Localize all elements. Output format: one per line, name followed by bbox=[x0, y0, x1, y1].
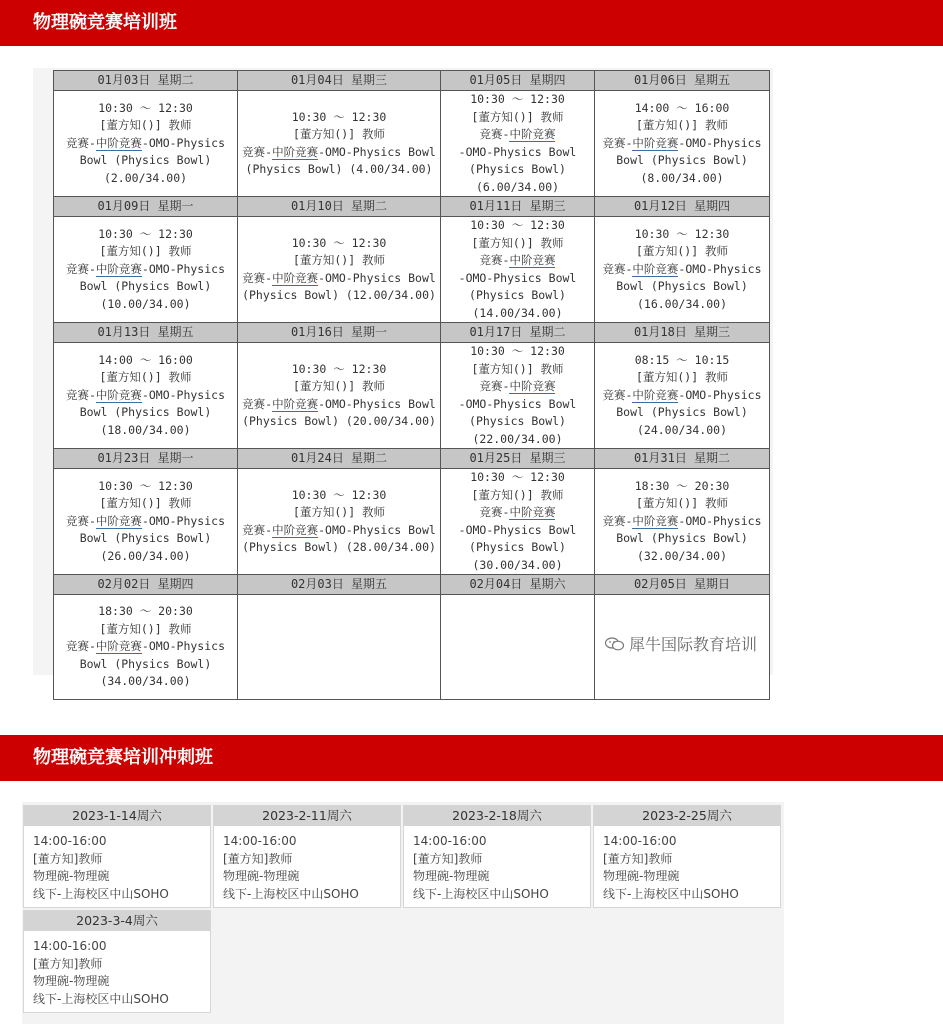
sprint-session-card bbox=[213, 805, 401, 908]
schedule-cell-line: (Physics Bowl) (12.00/34.00) bbox=[242, 288, 436, 302]
schedule-cell-line: Bowl (Physics Bowl) bbox=[79, 405, 212, 420]
schedule-cell-line: [董方知()] 教师 bbox=[471, 235, 564, 250]
schedule-cell-line: 竞赛-中阶竞赛-OMO-Physics Bowl bbox=[242, 270, 436, 285]
sprint-session-details bbox=[404, 826, 590, 903]
schedule-cell-line: 10:30 ～ 12:30 bbox=[291, 361, 387, 376]
schedule-cell-line: 10:30 ～ 12:30 bbox=[470, 470, 565, 484]
course-level-text: 中阶竞赛 bbox=[509, 505, 556, 519]
course-level-text: 中阶竞赛 bbox=[95, 387, 142, 402]
schedule-cell-line: (Physics Bowl) (28.00/34.00) bbox=[242, 540, 436, 554]
sprint-session-line: 物理碗-物理碗 bbox=[413, 869, 490, 883]
schedule-cell-line: (8.00/34.00) bbox=[640, 170, 724, 185]
schedule-date-header: 01月24日 星期二 bbox=[238, 449, 441, 469]
schedule-date-header: 01月09日 星期一 bbox=[54, 197, 238, 217]
schedule-cell-line: -OMO-Physics Bowl bbox=[458, 522, 577, 537]
sprint-session-line: 线下-上海校区中山SOHO bbox=[603, 886, 739, 901]
schedule-cell-line: (14.00/34.00) bbox=[472, 305, 563, 320]
schedule-date-header: 01月25日 星期三 bbox=[441, 449, 595, 469]
schedule-cell bbox=[441, 343, 595, 449]
sprint-session-line: 14:00-16:00 bbox=[223, 834, 297, 848]
wechat-icon bbox=[605, 637, 625, 651]
schedule-cell-line: 竞赛-中阶竞赛-OMO-Physics bbox=[65, 135, 226, 150]
schedule-cell-line: Bowl (Physics Bowl) bbox=[79, 279, 212, 294]
schedule-cell-line: (24.00/34.00) bbox=[636, 422, 727, 437]
schedule-cell-line: (32.00/34.00) bbox=[636, 548, 727, 563]
schedule-cell-line: Bowl (Physics Bowl) bbox=[616, 153, 748, 168]
schedule-cell-line: [董方知()] 教师 bbox=[99, 118, 192, 133]
course-level-text: 中阶竞赛 bbox=[272, 522, 319, 537]
schedule-cell-line: -OMO-Physics Bowl bbox=[458, 144, 577, 159]
sprint-session-card bbox=[23, 910, 211, 1013]
sprint-session-line: 线下-上海校区中山SOHO bbox=[33, 886, 169, 901]
schedule-cell-line: Bowl (Physics Bowl) bbox=[616, 279, 748, 294]
schedule-date-header: 02月04日 星期六 bbox=[441, 575, 595, 595]
sprint-session-details bbox=[24, 826, 210, 903]
schedule-cell-line: [董方知()] 教师 bbox=[635, 118, 729, 133]
schedule-cell-line: [董方知()] 教师 bbox=[99, 621, 192, 636]
schedule-cell-line: (Physics Bowl) bbox=[469, 540, 566, 554]
sprint-session-date: 2023-2-18周六 bbox=[404, 806, 590, 826]
sprint-session-line: [董方知]教师 bbox=[33, 851, 103, 866]
schedule-cell-line: [董方知()] 教师 bbox=[635, 244, 729, 259]
sprint-session-line: 线下-上海校区中山SOHO bbox=[413, 886, 549, 901]
course-level-text: 中阶竞赛 bbox=[95, 135, 142, 150]
sprint-session-card bbox=[23, 805, 211, 908]
schedule-body-row bbox=[54, 91, 770, 197]
schedule-cell-line: 竞赛-中阶竞赛-OMO-Physics bbox=[65, 513, 226, 528]
schedule-cell-line: 10:30 ～ 12:30 bbox=[291, 109, 387, 124]
course-level-text: 中阶竞赛 bbox=[509, 127, 556, 141]
schedule-body-row bbox=[54, 217, 770, 323]
schedule-cell-line: (30.00/34.00) bbox=[472, 557, 563, 572]
schedule-cell bbox=[54, 217, 238, 323]
sprint-session-line: 线下-上海校区中山SOHO bbox=[33, 991, 169, 1006]
sprint-session-line: 14:00-16:00 bbox=[33, 834, 107, 848]
schedule-cell-line: [董方知()] 教师 bbox=[99, 244, 192, 259]
sprint-session-date: 2023-3-4周六 bbox=[24, 911, 210, 931]
schedule-cell-line: [董方知()] 教师 bbox=[471, 109, 564, 124]
schedule-cell-line: 14:00 ～ 16:00 bbox=[634, 100, 730, 115]
schedule-cell-line: 14:00 ～ 16:00 bbox=[98, 352, 193, 367]
schedule-body-row bbox=[54, 343, 770, 449]
schedule-cell-line: 18:30 ～ 20:30 bbox=[634, 478, 730, 493]
schedule-date-header: 01月05日 星期四 bbox=[441, 71, 595, 91]
course-level-text: 中阶竞赛 bbox=[95, 261, 142, 276]
schedule-date-header: 01月17日 星期二 bbox=[441, 323, 595, 343]
schedule-cell-line: [董方知()] 教师 bbox=[99, 370, 192, 385]
schedule-cell bbox=[238, 343, 441, 449]
schedule-cell-line: (Physics Bowl) bbox=[469, 162, 566, 176]
schedule-cell-line: Bowl (Physics Bowl) bbox=[616, 405, 748, 420]
schedule-date-header: 01月31日 星期二 bbox=[595, 449, 770, 469]
course-level-text: 中阶竞赛 bbox=[272, 144, 319, 159]
schedule-date-header: 01月10日 星期二 bbox=[238, 197, 441, 217]
sprint-session-details bbox=[594, 826, 780, 903]
course-level-text: 中阶竞赛 bbox=[509, 379, 556, 393]
schedule-cell bbox=[54, 595, 238, 700]
schedule-header-row bbox=[54, 323, 770, 343]
schedule-cell-line: (18.00/34.00) bbox=[100, 422, 191, 437]
watermark bbox=[605, 632, 757, 655]
schedule-cell-line: 10:30 ～ 12:30 bbox=[634, 226, 730, 241]
schedule-cell bbox=[54, 343, 238, 449]
schedule-cell bbox=[595, 217, 770, 323]
schedule-cell-line: Bowl (Physics Bowl) bbox=[79, 656, 212, 671]
schedule-cell-line: 竞赛-中阶竞赛-OMO-Physics Bowl bbox=[242, 522, 436, 537]
schedule-cell-line: 08:15 ～ 10:15 bbox=[634, 352, 730, 367]
schedule-cell bbox=[595, 469, 770, 575]
schedule-cell-line: 10:30 ～ 12:30 bbox=[470, 92, 565, 106]
sprint-session-line: 14:00-16:00 bbox=[603, 834, 677, 848]
schedule-cell-line: (Physics Bowl) bbox=[469, 288, 566, 302]
schedule-cell-line: Bowl (Physics Bowl) bbox=[79, 153, 212, 168]
schedule-cell-line: 10:30 ～ 12:30 bbox=[291, 235, 387, 250]
schedule-cell bbox=[238, 91, 441, 197]
schedule-cell-line: (10.00/34.00) bbox=[100, 296, 191, 311]
schedule-cell bbox=[441, 91, 595, 197]
schedule-cell-line: [董方知()] 教师 bbox=[292, 379, 386, 393]
schedule-date-header: 01月18日 星期三 bbox=[595, 323, 770, 343]
course-level-text: 中阶竞赛 bbox=[95, 639, 142, 654]
schedule-cell-line: 竞赛-中阶竞赛-OMO-Physics bbox=[65, 639, 226, 654]
schedule-cell-line: 竞赛-中阶竞赛-OMO-Physics bbox=[602, 261, 762, 276]
schedule-date-header: 02月03日 星期五 bbox=[238, 575, 441, 595]
schedule-header-row bbox=[54, 197, 770, 217]
section-title-sprint: 物理碗竞赛培训冲刺班 bbox=[0, 735, 943, 781]
sprint-session-line: 14:00-16:00 bbox=[33, 939, 107, 953]
schedule-date-header: 01月13日 星期五 bbox=[54, 323, 238, 343]
sprint-session-line: [董方知]教师 bbox=[223, 851, 293, 866]
schedule-cell-line: [董方知()] 教师 bbox=[292, 127, 386, 141]
schedule-cell-line: 18:30 ～ 20:30 bbox=[98, 604, 193, 619]
schedule-cell-line: (Physics Bowl) (4.00/34.00) bbox=[245, 162, 433, 176]
section-title-training: 物理碗竞赛培训班 bbox=[0, 0, 943, 46]
schedule-cell-line: -OMO-Physics Bowl bbox=[458, 396, 577, 411]
schedule-cell bbox=[441, 217, 595, 323]
schedule-body-row bbox=[54, 469, 770, 575]
sprint-session-line: 物理碗-物理碗 bbox=[33, 974, 110, 988]
schedule-cell-line: 竞赛-中阶竞赛-OMO-Physics bbox=[602, 513, 762, 528]
sprint-schedule bbox=[22, 802, 784, 1024]
sprint-session-details bbox=[214, 826, 400, 903]
schedule-cell-line: 竞赛-中阶竞赛 bbox=[479, 127, 556, 141]
sprint-session-details bbox=[24, 931, 210, 1008]
schedule-cell-line: (Physics Bowl) bbox=[469, 414, 566, 428]
sprint-session-line: [董方知]教师 bbox=[413, 851, 483, 866]
watermark-text: 犀牛国际教育培训 bbox=[629, 635, 758, 654]
schedule-cell-line: 竞赛-中阶竞赛-OMO-Physics Bowl bbox=[242, 396, 436, 411]
schedule-cell bbox=[595, 343, 770, 449]
schedule-date-header: 01月06日 星期五 bbox=[595, 71, 770, 91]
schedule-cell-line: 竞赛-中阶竞赛-OMO-Physics Bowl bbox=[242, 144, 436, 159]
schedule-cell-line: 10:30 ～ 12:30 bbox=[470, 218, 565, 232]
sprint-session-date: 2023-1-14周六 bbox=[24, 806, 210, 826]
course-level-text: 中阶竞赛 bbox=[509, 253, 556, 267]
schedule-cell-line: 10:30 ～ 12:30 bbox=[470, 344, 565, 358]
schedule-header-row bbox=[54, 449, 770, 469]
sprint-session-line: [董方知]教师 bbox=[603, 851, 673, 866]
schedule-cell-line: 10:30 ～ 12:30 bbox=[98, 478, 193, 493]
sprint-session-date: 2023-2-11周六 bbox=[214, 806, 400, 826]
schedule-cell-line: -OMO-Physics Bowl bbox=[458, 270, 577, 285]
sprint-session-card bbox=[593, 805, 781, 908]
schedule-cell-line: 竞赛-中阶竞赛 bbox=[479, 505, 556, 519]
schedule-cell-line: 竞赛-中阶竞赛-OMO-Physics bbox=[65, 261, 226, 276]
schedule-cell-line: 竞赛-中阶竞赛-OMO-Physics bbox=[65, 387, 226, 402]
schedule-cell bbox=[441, 469, 595, 575]
schedule-date-header: 02月02日 星期四 bbox=[54, 575, 238, 595]
sprint-session-card bbox=[403, 805, 591, 908]
schedule-date-header: 01月16日 星期一 bbox=[238, 323, 441, 343]
schedule-cell-line: Bowl (Physics Bowl) bbox=[79, 531, 212, 546]
schedule-cell-line: [董方知()] 教师 bbox=[471, 361, 564, 376]
schedule-cell bbox=[54, 91, 238, 197]
schedule-cell-line: 竞赛-中阶竞赛 bbox=[479, 253, 556, 267]
schedule-cell-line: [董方知()] 教师 bbox=[635, 496, 729, 511]
schedule-cell bbox=[54, 469, 238, 575]
course-level-text: 中阶竞赛 bbox=[95, 513, 142, 528]
sprint-session-line: 物理碗-物理碗 bbox=[223, 869, 300, 883]
schedule-cell-line: 竞赛-中阶竞赛 bbox=[479, 379, 556, 393]
course-level-text: 中阶竞赛 bbox=[632, 135, 679, 150]
schedule-cell-line: 10:30 ～ 12:30 bbox=[98, 100, 193, 115]
schedule-date-header: 01月11日 星期三 bbox=[441, 197, 595, 217]
sprint-session-line: 14:00-16:00 bbox=[413, 834, 487, 848]
schedule-cell-line: 10:30 ～ 12:30 bbox=[291, 487, 387, 502]
schedule-cell-line: [董方知()] 教师 bbox=[635, 370, 729, 385]
schedule-header-row bbox=[54, 575, 770, 595]
schedule-cell-line: (22.00/34.00) bbox=[472, 431, 563, 446]
schedule-date-header: 01月04日 星期三 bbox=[238, 71, 441, 91]
schedule-table bbox=[53, 70, 770, 700]
course-level-text: 中阶竞赛 bbox=[632, 261, 679, 276]
schedule-cell-line: [董方知()] 教师 bbox=[471, 487, 564, 502]
schedule-cell-line: (2.00/34.00) bbox=[103, 170, 188, 185]
course-level-text: 中阶竞赛 bbox=[272, 396, 319, 411]
schedule-date-header: 01月23日 星期一 bbox=[54, 449, 238, 469]
schedule-date-header: 01月03日 星期二 bbox=[54, 71, 238, 91]
schedule-date-header: 01月12日 星期四 bbox=[595, 197, 770, 217]
schedule-cell-line: (34.00/34.00) bbox=[100, 674, 191, 689]
schedule-cell-line: Bowl (Physics Bowl) bbox=[616, 531, 748, 546]
schedule-cell bbox=[595, 91, 770, 197]
sprint-session-line: [董方知]教师 bbox=[33, 956, 103, 971]
schedule-cell-line: [董方知()] 教师 bbox=[292, 253, 386, 267]
schedule-cell-line: 竞赛-中阶竞赛-OMO-Physics bbox=[602, 135, 762, 150]
course-level-text: 中阶竞赛 bbox=[632, 387, 679, 402]
schedule-cell bbox=[441, 595, 595, 700]
sprint-session-line: 线下-上海校区中山SOHO bbox=[223, 886, 359, 901]
sprint-session-line: 物理碗-物理碗 bbox=[603, 869, 680, 883]
schedule-cell-line: (Physics Bowl) (20.00/34.00) bbox=[242, 414, 436, 428]
schedule-header-row bbox=[54, 71, 770, 91]
schedule-cell-line: [董方知()] 教师 bbox=[99, 496, 192, 511]
schedule-cell bbox=[238, 469, 441, 575]
schedule-cell-line: (6.00/34.00) bbox=[475, 179, 560, 194]
schedule-cell bbox=[238, 217, 441, 323]
schedule-cell bbox=[238, 595, 441, 700]
schedule-cell-line: 10:30 ～ 12:30 bbox=[98, 226, 193, 241]
course-level-text: 中阶竞赛 bbox=[632, 513, 679, 528]
schedule-cell-line: 竞赛-中阶竞赛-OMO-Physics bbox=[602, 387, 762, 402]
schedule-cell-line: (16.00/34.00) bbox=[636, 296, 727, 311]
course-level-text: 中阶竞赛 bbox=[272, 270, 319, 285]
schedule-cell-line: [董方知()] 教师 bbox=[292, 505, 386, 519]
schedule-image bbox=[33, 68, 773, 689]
schedule-cell-line: (26.00/34.00) bbox=[100, 548, 191, 563]
sprint-session-date: 2023-2-25周六 bbox=[594, 806, 780, 826]
sprint-session-line: 物理碗-物理碗 bbox=[33, 869, 110, 883]
schedule-date-header: 02月05日 星期日 bbox=[595, 575, 770, 595]
